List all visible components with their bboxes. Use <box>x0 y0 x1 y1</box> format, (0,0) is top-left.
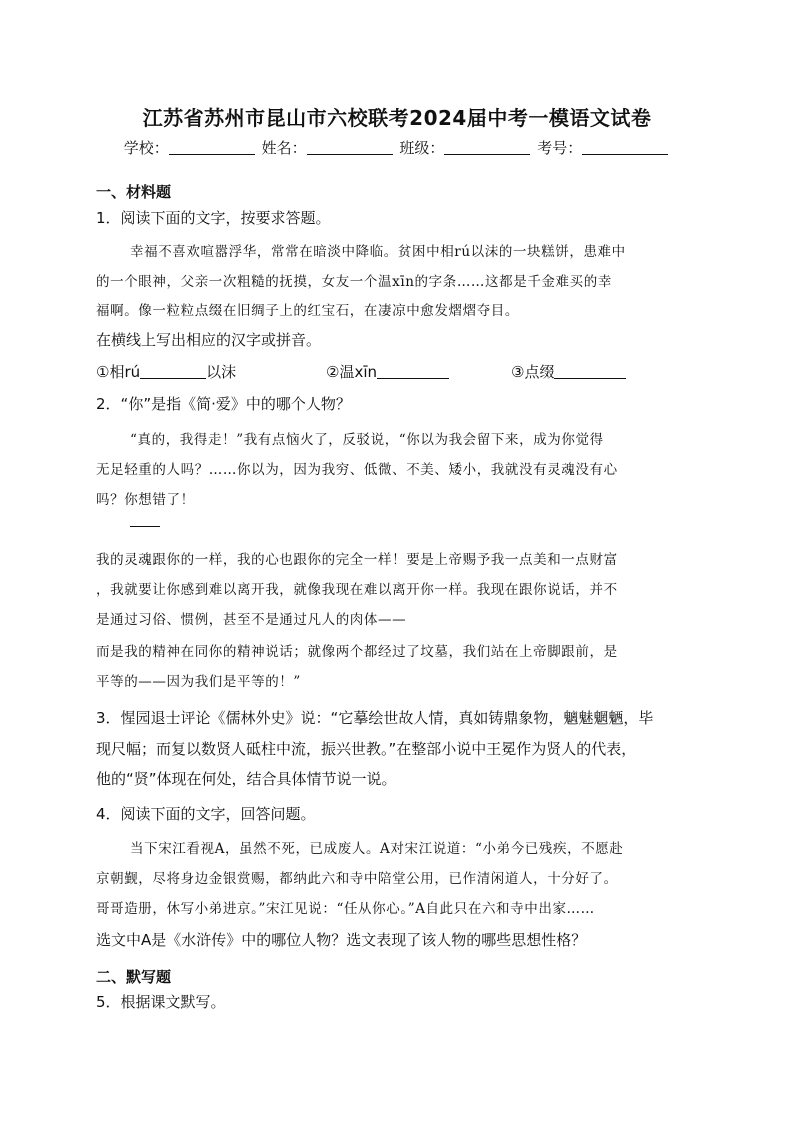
school-label: 学校： <box>123 139 169 157</box>
q1-blank-1-suffix: 以沫 <box>206 363 237 381</box>
q1-passage-line: 的一个眼神，父亲一次粗糙的抚摸，女友一个温xīn的字条……这都是千金难买的幸 <box>96 274 612 290</box>
page-title: 江苏省苏州市昆山市六校联考2024届中考一模语文试卷 <box>142 106 652 130</box>
student-info-row <box>0 137 794 158</box>
question-3-line: 3．惺园退士评论《儒林外史》说：“它摹绘世故人情，真如铸鼎象物，魑魅魍魉，毕 <box>96 709 654 727</box>
q1-answer-blank-1[interactable] <box>140 364 206 379</box>
question-4-prompt: 选文中A是《水浒传》中的哪位人物？选文表现了该人物的哪些思想性格？ <box>96 931 587 949</box>
section-heading-materials: 一、材料题 <box>96 183 172 201</box>
q2-passage-line: 平等的——因为我们是平等的！” <box>96 674 301 690</box>
q1-instruction: 在横线上写出相应的汉字或拼音。 <box>96 331 322 349</box>
question-3-line: 他的“贤”体现在何处，结合具体情节说一说。 <box>96 770 397 788</box>
q1-answer-blank-3[interactable] <box>554 364 626 379</box>
exam-number-label: 考号： <box>537 139 583 157</box>
section-heading-dictation: 二、默写题 <box>96 968 172 986</box>
q4-passage-line: 哥哥造册，休写小弟进京。”宋江见说：“任从你心。”A自此只在六和寺中出家…… <box>96 901 595 917</box>
q2-passage-line: 无足轻重的人吗？……你以为，因为我穷、低微、不美、矮小，我就没有灵魂没有心 <box>96 462 618 478</box>
q1-passage-line: 福啊。像一粒粒点缀在旧绸子上的红宝石，在凄凉中愈发熠熠夺目。 <box>96 303 519 319</box>
q1-blank-2 <box>326 361 449 382</box>
q2-passage-line: 而是我的精神在同你的精神说话；就像两个都经过了坟墓，我们站在上帝脚跟前，是 <box>96 644 618 660</box>
q1-blank-3 <box>511 361 626 382</box>
question-3-line: 现尺幅；而复以数贤人砥柱中流，振兴世教。”在整部小说中王冕作为贤人的代表， <box>96 740 637 758</box>
q1-blank-3-prefix: ③点缀 <box>511 363 555 381</box>
school-blank[interactable] <box>169 140 255 155</box>
question-4-stem: 4．阅读下面的文字，回答问题。 <box>96 805 316 823</box>
q1-blank-2-prefix: ②温xīn <box>326 363 377 381</box>
name-blank[interactable] <box>307 140 393 155</box>
q2-passage-line: “真的，我得走！”我有点恼火了，反驳说，“你以为我会留下来，成为你觉得 <box>130 432 604 448</box>
q1-blank-1-prefix: ①相rú <box>96 363 141 381</box>
q2-passage-line: 我的灵魂跟你的一样，我的心也跟你的完全一样！要是上帝赐予我一点美和一点财富 <box>96 552 618 568</box>
q1-passage-line: 幸福不喜欢喧嚣浮华，常常在暗淡中降临。贫困中相rú以沫的一块糕饼，患难中 <box>130 244 626 260</box>
q2-passage-line: ，我就要让你感到难以离开我，就像我现在难以离开你一样。我现在跟你说话，并不 <box>96 582 618 598</box>
q2-passage-line: 吗？你想错了！ <box>96 492 195 508</box>
question-5-stem: 5．根据课文默写。 <box>96 993 226 1011</box>
q4-passage-line: 当下宋江看视A，虽然不死，已成废人。A对宋江说道：“小弟今已残疾，不愿赴 <box>130 841 624 857</box>
q1-blank-1 <box>96 361 236 382</box>
q2-dash-divider <box>130 526 160 527</box>
class-label: 班级： <box>399 139 445 157</box>
question-2-stem: 2．“你”是指《简·爱》中的哪个人物？ <box>96 395 351 413</box>
q2-passage-line: 是通过习俗、惯例，甚至不是通过凡人的肉体—— <box>96 612 407 628</box>
question-1-stem: 1．阅读下面的文字，按要求答题。 <box>96 209 331 227</box>
q4-passage-line: 京朝觐，尽将身边金银赏赐，都纳此六和寺中陪堂公用，已作清闲道人，十分好了。 <box>96 871 618 887</box>
class-blank[interactable] <box>444 140 530 155</box>
exam-number-blank[interactable] <box>582 140 668 155</box>
q1-answer-blank-2[interactable] <box>377 364 449 379</box>
name-label: 姓名： <box>261 139 307 157</box>
